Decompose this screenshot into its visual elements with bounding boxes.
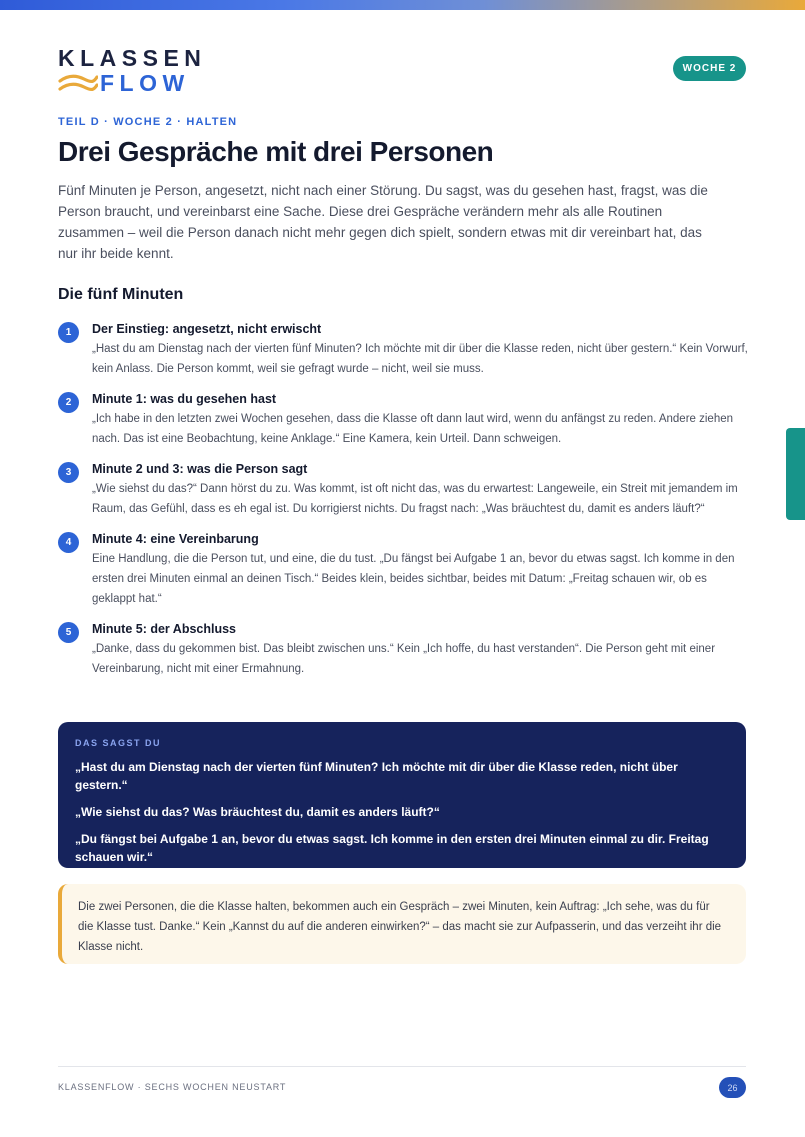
step-number-badge: 2	[58, 392, 79, 413]
step-number-badge: 3	[58, 462, 79, 483]
step-number-badge: 5	[58, 622, 79, 643]
quote-line: „Wie siehst du das? Was bräuchtest du, damit es anders läuft?“	[75, 805, 440, 819]
step-number-badge: 1	[58, 322, 79, 343]
page-number: 26	[719, 1077, 746, 1098]
step-item	[58, 320, 748, 379]
intro-paragraph: Fünf Minuten je Person, angesetzt, nicht nach einer Störung. Du sagst, was du gesehen hast, fragst, was die Person braucht, und vereinbarst eine Sache. Diese drei Gespräche verändern mehr als alle Routinen zusammen – weil die Person danach nicht mehr gegen dich spielt, sondern etwas mit dir vereinbart hat, das nur ihr beide kennt.	[58, 183, 708, 261]
logo-wordmark-bottom: FLOW	[100, 70, 190, 96]
step-title: Der Einstieg: angesetzt, nicht erwischt	[92, 322, 322, 336]
quote-line: „Hast du am Dienstag nach der vierten fünf Minuten? Ich möchte mit dir über die Klasse reden, nicht über gestern.“	[75, 760, 678, 792]
step-text: „Hast du am Dienstag nach der vierten fünf Minuten? Ich möchte mit dir über die Klasse reden, nicht über gestern.“ Kein Vorwurf, kein Anlass. Die Person kommt, weil sie gefragt wurde – nicht, weil sie muss.	[92, 343, 748, 375]
step-item	[58, 620, 748, 679]
week-badge: WOCHE 2	[673, 56, 746, 81]
section-eyebrow: TEIL D · WOCHE 2 · HALTEN	[58, 116, 238, 128]
step-text: „Wie siehst du das?“ Dann hörst du zu. Was kommt, ist oft nicht das, was du erwartest: Langeweile, ein Streit mit jemandem im Raum, das Gefühl, dass es eh egal ist. Du korrigierst nichts. Du fragst nach: „Was bräuchtest du, damit es anders läuft?“	[92, 483, 738, 515]
step-item	[58, 390, 748, 449]
step-text: Eine Handlung, die die Person tut, und eine, die du tust. „Du fängst bei Aufgabe 1 an, bevor du etwas sagst. Ich komme in den ersten drei Minuten einmal an deinen Tisch.“ Beides klein, beides sichtbar, beides mit Datum: „Freitag schauen wir, ob es geklappt hat.“	[92, 553, 735, 605]
logo-wordmark-top: KLASSEN	[58, 45, 207, 71]
wave-icon	[58, 73, 98, 95]
step-text: „Danke, dass du gekommen bist. Das bleibt zwischen uns.“ Kein „Ich hoffe, du hast verstanden“. Die Person geht mit einer Vereinbarung, nicht mit einer Ermahnung.	[92, 643, 716, 675]
step-list	[58, 320, 748, 690]
quote-line: „Du fängst bei Aufgabe 1 an, bevor du etwas sagst. Ich komme in den ersten drei Minuten einmal zu dir. Freitag schauen wir.“	[75, 832, 709, 864]
footer-title: KLASSENFLOW · SECHS WOCHEN NEUSTART	[58, 1082, 287, 1092]
page-title: Drei Gespräche mit drei Personen	[58, 136, 494, 167]
side-tab-marker	[786, 428, 805, 520]
klassenflow-logo	[58, 46, 206, 96]
step-title: Minute 2 und 3: was die Person sagt	[92, 462, 308, 476]
step-number-badge: 4	[58, 532, 79, 553]
step-item	[58, 530, 748, 609]
step-text: „Ich habe in den letzten zwei Wochen gesehen, dass die Klasse oft dann laut wird, wenn du anfängst zu reden. Andere ziehen nach. Das ist eine Beobachtung, keine Anklage.“ Eine Kamera, kein Urteil. Dann schweigen.	[92, 413, 734, 445]
step-title: Minute 5: der Abschluss	[92, 622, 237, 636]
note-callout: Die zwei Personen, die die Klasse halten, bekommen auch ein Gespräch – zwei Minuten, kein Auftrag: „Ich sehe, was du für die Klasse tust. Danke.“ Kein „Kannst du auf die anderen einwirken?“ – das macht sie zur Aufpasserin, und das verzeiht ihr die Klasse nicht.	[58, 884, 746, 964]
footer-divider	[58, 1066, 746, 1067]
step-title: Minute 1: was du gesehen hast	[92, 392, 277, 406]
step-item	[58, 460, 748, 519]
quote-box	[58, 722, 746, 868]
step-title: Minute 4: eine Vereinbarung	[92, 532, 259, 546]
section-heading: Die fünf Minuten	[58, 286, 184, 303]
top-gradient-bar	[0, 0, 805, 10]
quote-box-label: DAS SAGST DU	[75, 738, 162, 748]
